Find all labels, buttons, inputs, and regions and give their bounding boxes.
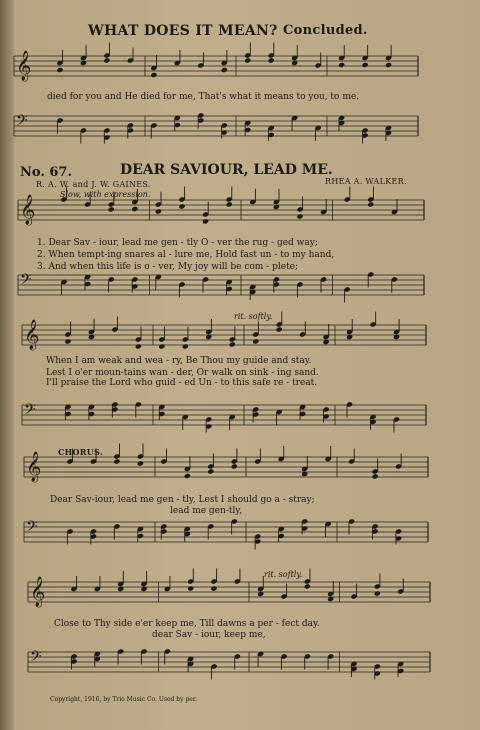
- note: [361, 127, 368, 143]
- note: [273, 189, 280, 210]
- note: [117, 571, 124, 592]
- verse-line-2: 2. When tempt-ing snares al - lure me, Hold fast un - to my hand,: [37, 250, 335, 260]
- note: [268, 125, 275, 141]
- verse-line-1: 1. Dear Sav - iour, lead me gen - tly O - ver the rug - ged way;: [37, 238, 318, 248]
- note: [197, 53, 204, 69]
- note: [397, 661, 404, 677]
- tempo-marking: Slow, with expression.: [60, 190, 151, 199]
- note: [231, 449, 238, 470]
- note: [325, 446, 332, 462]
- verse-b-line-1: When I am weak and wea - ry, Be Thou my guide and stay.: [46, 356, 312, 366]
- note: [268, 43, 275, 64]
- bass-clef-icon: 𝄢: [20, 271, 32, 292]
- note: [137, 444, 144, 467]
- note: [276, 409, 283, 425]
- note: [299, 404, 306, 420]
- verse-line-3: 3. And when this life is o - ver, My joy will be com - plete;: [37, 262, 299, 272]
- note: [323, 324, 330, 345]
- note: [395, 454, 402, 470]
- note: [60, 279, 67, 295]
- note: [184, 526, 191, 542]
- bass-clef-icon: 𝄢: [16, 112, 28, 133]
- note: [178, 187, 185, 210]
- note: [94, 651, 101, 667]
- note: [103, 127, 110, 143]
- note: [164, 576, 171, 592]
- verse-b-line-2: Lest I o'er moun-tains wan - der, Or walk on sink - ing sand.: [46, 368, 319, 378]
- note: [304, 569, 311, 590]
- note: [278, 446, 285, 462]
- note: [244, 120, 251, 136]
- note: [234, 569, 241, 585]
- note: [350, 584, 357, 600]
- note: [320, 199, 327, 215]
- note: [140, 571, 147, 592]
- note: [280, 584, 287, 600]
- note: [187, 656, 194, 672]
- note: [350, 661, 357, 677]
- note: [315, 125, 322, 141]
- note: [301, 456, 308, 477]
- note: [155, 192, 162, 215]
- note: [391, 199, 398, 215]
- note: [369, 414, 376, 430]
- note: [80, 127, 87, 143]
- note: [182, 414, 189, 430]
- note: [155, 274, 162, 290]
- note: [160, 449, 167, 465]
- note: [205, 416, 212, 432]
- note: [127, 48, 134, 64]
- note: [325, 521, 332, 537]
- page-header-title: WHAT DOES IT MEAN?: [88, 23, 278, 39]
- rit-marking-1: rit. softly.: [234, 312, 273, 321]
- note: [254, 449, 261, 465]
- note: [221, 50, 228, 73]
- note: [244, 43, 251, 64]
- note: [210, 663, 217, 679]
- note: [257, 651, 264, 667]
- note: [249, 284, 256, 300]
- note: [84, 274, 91, 290]
- chorus-label: CHORUS.: [58, 447, 103, 457]
- treble-clef-icon: 𝄞: [16, 51, 32, 81]
- note: [393, 416, 400, 432]
- note: [278, 526, 285, 542]
- hymn-title: DEAR SAVIOUR, LEAD ME.: [120, 162, 333, 178]
- note: [64, 404, 71, 420]
- note: [374, 663, 381, 679]
- note: [299, 322, 306, 338]
- hymn-number: No. 67.: [20, 165, 72, 180]
- note: [111, 317, 118, 333]
- note: [369, 312, 376, 328]
- note: [56, 50, 63, 73]
- note: [187, 569, 194, 592]
- treble-clef-icon: 𝄞: [24, 320, 40, 350]
- note: [291, 115, 298, 131]
- note: [184, 456, 191, 479]
- note: [226, 279, 233, 295]
- rit-marking-2: rit. softly.: [264, 570, 303, 579]
- note: [103, 43, 110, 64]
- note: [338, 115, 345, 131]
- note: [150, 55, 157, 78]
- treble-clef-icon: 𝄞: [20, 195, 36, 225]
- note: [344, 187, 351, 203]
- note: [137, 526, 144, 542]
- note: [210, 569, 217, 592]
- chorus-lyric-1-echo: lead me gen-tly,: [170, 506, 243, 516]
- note: [70, 576, 77, 592]
- copyright-notice: Copyright, 1916, by Trio Music Co. Used by per.: [50, 696, 197, 703]
- note: [249, 189, 256, 205]
- bass-clef-icon: 𝄢: [30, 648, 42, 669]
- note: [346, 319, 353, 340]
- bass-clef-icon: 𝄢: [26, 518, 38, 539]
- note: [361, 45, 368, 68]
- note: [226, 187, 233, 208]
- note: [113, 444, 120, 465]
- verse-b-line-3: I'll praise the Lord who guid - ed Un - to this safe re - treat.: [46, 378, 318, 388]
- note: [229, 414, 236, 430]
- treble-clef-icon: 𝄞: [26, 452, 42, 482]
- words-by: R. A. W. and J. W. GAINES.: [36, 180, 151, 189]
- note: [174, 115, 181, 131]
- note: [315, 53, 322, 69]
- note: [174, 50, 181, 66]
- page-header-concluded: Concluded.: [283, 23, 368, 38]
- note: [254, 533, 261, 549]
- note: [80, 45, 87, 66]
- chorus-lyric-1: Dear Sav-iour, lead me gen - tly, Lest I should go a - stray;: [50, 495, 315, 505]
- note: [397, 579, 404, 595]
- note: [385, 45, 392, 68]
- note: [257, 576, 264, 597]
- note: [327, 581, 334, 602]
- note: [348, 449, 355, 465]
- note: [374, 574, 381, 597]
- note: [344, 286, 351, 302]
- note: [385, 125, 392, 141]
- note: [88, 404, 95, 420]
- note: [205, 319, 212, 340]
- music-by: RHEA A. WALKER.: [325, 177, 407, 186]
- note: [291, 45, 298, 66]
- treble-clef-icon: 𝄞: [30, 577, 46, 607]
- note: [158, 404, 165, 420]
- note: [367, 187, 374, 208]
- note: [88, 319, 95, 340]
- note: [393, 319, 400, 340]
- note: [338, 45, 345, 68]
- chorus-lyric-2: Close to Thy side e'er keep me, Till dawns a per - fect day.: [54, 619, 320, 629]
- note: [276, 312, 283, 333]
- hymn1-lyric-line: died for you and He died for me, That's what it means to you, to me.: [47, 92, 360, 102]
- note: [94, 576, 101, 592]
- bass-clef-icon: 𝄢: [24, 401, 36, 422]
- chorus-lyric-2-echo: dear Sav - iour, keep me,: [152, 630, 266, 640]
